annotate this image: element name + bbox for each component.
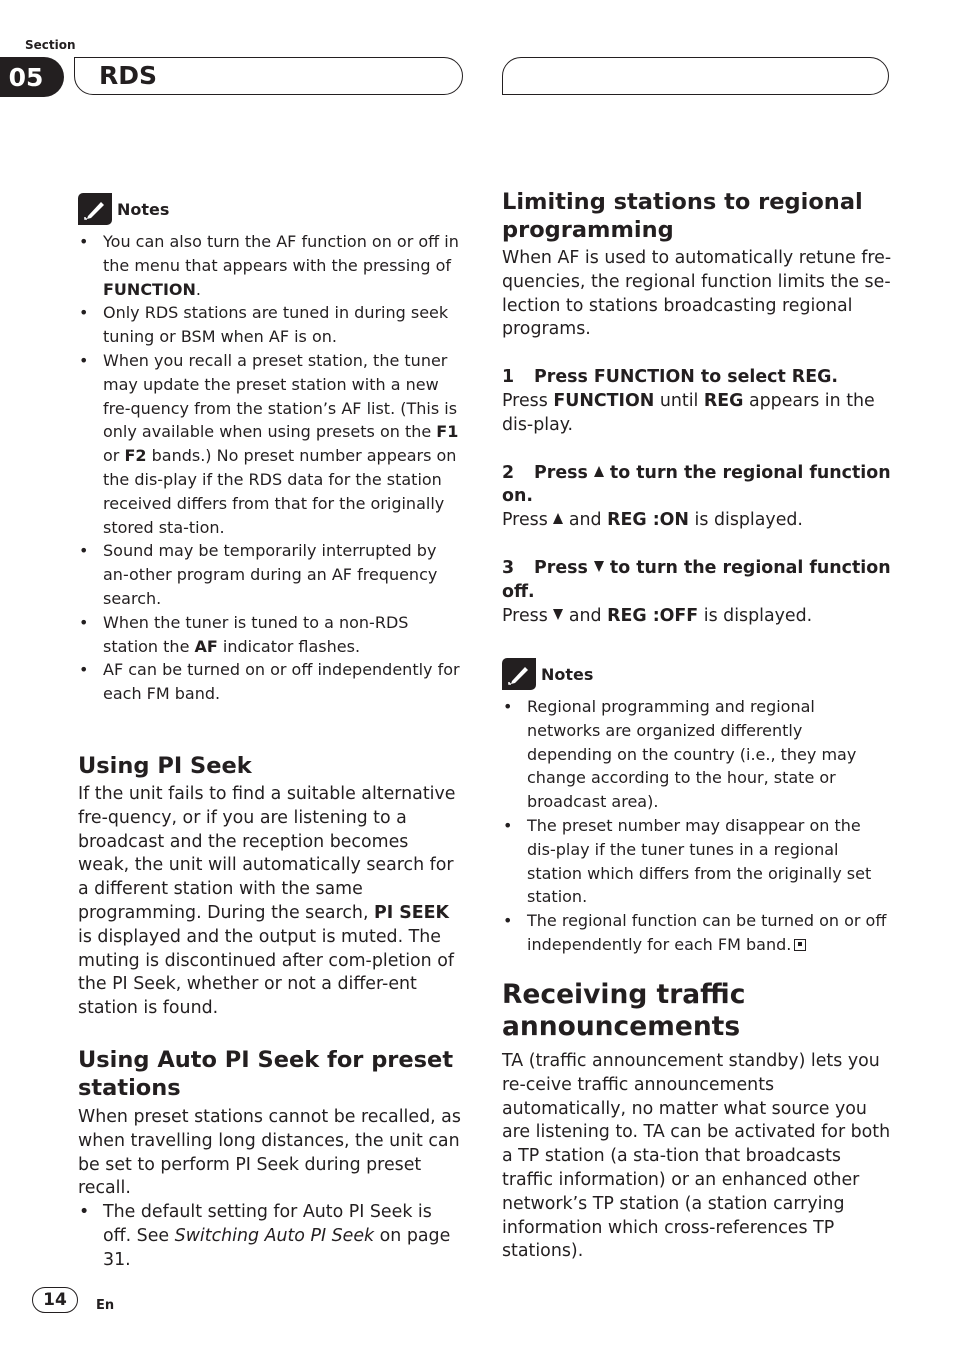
section-label: Section [25, 38, 76, 52]
empty-header-frame [502, 57, 889, 95]
notes-list [78, 230, 463, 706]
right-notes [502, 658, 892, 957]
pi-seek-section [78, 752, 463, 1021]
chapter-title: RDS [99, 61, 158, 90]
up-arrow-icon [553, 513, 563, 524]
section-number-badge: 05 [0, 57, 64, 97]
section-heading: Using Auto PI Seek for preset stations [78, 1047, 454, 1101]
notes-label: Notes [541, 664, 594, 684]
notes-label: Notes [117, 199, 170, 219]
bullet-list [78, 1201, 463, 1272]
list-item: • You can also turn the AF function on or off in the menu that appears with the pressing of FUNCTION. [78, 230, 463, 301]
notes-list [502, 695, 892, 957]
end-mark-icon [794, 939, 806, 951]
notes-heading [502, 658, 892, 690]
section-body: When preset stations cannot be recalled, as when travelling long distances, the unit can be set to perform PI Seek during preset recall. [78, 1107, 461, 1199]
left-notes [78, 193, 463, 706]
list-item: • AF can be turned on or off independently for each FM band. [78, 658, 463, 706]
list-item: • Sound may be temporarily interrupted by an-other program during an AF frequency search. [78, 539, 463, 610]
list-item: • The default setting for Auto PI Seek is off. See Switching Auto PI Seek on page 31. [78, 1201, 463, 1272]
up-arrow-icon [594, 466, 604, 477]
section-heading: Receiving traffic announcements [502, 979, 746, 1042]
section-body: When AF is used to automatically retune fre-quencies, the regional function limits the se-lection to stations broadcasting regional programs. [502, 248, 892, 340]
down-arrow-icon [594, 561, 604, 572]
section-body: If the unit fails to find a suitable alternative fre-quency, or if you are listening to a broadcast and the reception becomes weak, the unit will automatically search for a different station with the same programming. During the search, PI SEEK is displayed and the output is muted. The muting is discontinued after com-pletion of the PI Seek, whether or not a differ-ent station is found. [78, 784, 456, 1019]
list-item: • Regional programming and regional networks are organized differently depending on the country (i.e., they may change according to the hour, state or broadcast area). [502, 695, 892, 814]
notes-heading [78, 193, 463, 225]
step-3: 3 Press to turn the regional function off. [502, 557, 891, 602]
section-heading: Using PI Seek [78, 753, 252, 779]
step-1: 1 Press FUNCTION to select REG. [502, 367, 838, 388]
traffic-section [502, 979, 892, 1264]
step-2-body: Press and REG :ON is displayed. [502, 510, 803, 531]
list-item: • When you recall a preset station, the tuner may update the preset station with a new fre-quency from the station’s AF list. (This is only available when using presets on the F1 or F2 bands.) No preset number appears on the dis-play if the RDS data for the station received differs from that for the originally stored sta-tion. [78, 349, 463, 539]
pencil-notes-icon [78, 193, 112, 225]
list-item: • The regional function can be turned on or off independently for each FM band. [502, 909, 892, 957]
auto-pi-seek-section [78, 1046, 463, 1273]
regional-section [502, 188, 892, 628]
page-number: 14 [32, 1287, 78, 1313]
pencil-notes-icon [502, 658, 536, 690]
list-item: • Only RDS stations are tuned in during seek tuning or BSM when AF is on. [78, 301, 463, 349]
step-1-body: Press FUNCTION until REG appears in the dis-play. [502, 390, 875, 435]
step-3-body: Press and REG :OFF is displayed. [502, 605, 813, 626]
list-item: • The preset number may disappear on the dis-play if the tuner tunes in a regional station which differs from the originally set station. [502, 814, 892, 909]
step-2: 2 Press to turn the regional function on. [502, 462, 891, 507]
cross-reference: Switching Auto PI Seek [174, 1225, 375, 1246]
section-heading: Limiting stations to regional programming [502, 189, 863, 243]
down-arrow-icon [553, 609, 563, 620]
list-item: • When the tuner is tuned to a non-RDS station the AF indicator flashes. [78, 611, 463, 659]
language-label: En [96, 1298, 115, 1313]
section-body: TA (traffic announcement standby) lets you re-ceive traffic announcements automatically, no matter what source you are listening to. TA can be activated for both a TP station (a sta-tion that broadcasts traffic information) or an enhanced other network’s TP station (a station carrying information which cross-references TP stations). [502, 1051, 891, 1262]
